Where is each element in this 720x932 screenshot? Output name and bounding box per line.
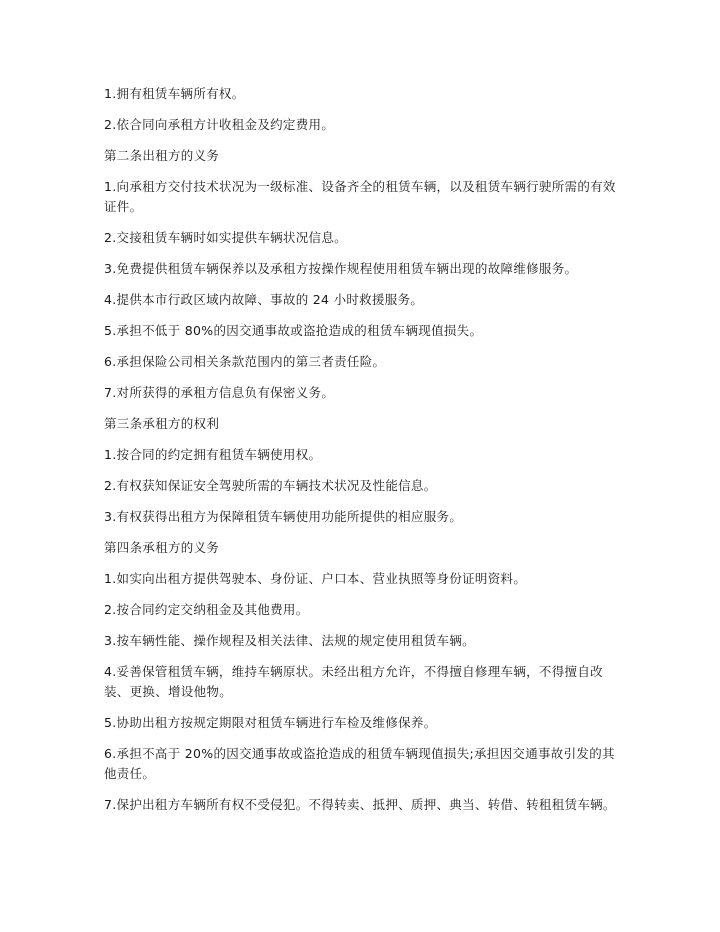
section-heading: 第二条出租方的义务 xyxy=(104,148,220,163)
clause-item: 3.免费提供租赁车辆保养以及承租方按操作规程使用租赁车辆出现的故障维修服务。 xyxy=(104,261,578,276)
clause-item: 1.如实向出租方提供驾驶本、身份证、户口本、营业执照等身份证明资料。 xyxy=(104,571,527,586)
clause-item: 1.向承租方交付技术状况为一级标准、设备齐全的租赁车辆，以及租赁车辆行驶所需的有效证件。 xyxy=(104,179,616,214)
clause-item: 7.保护出租方车辆所有权不受侵犯。不得转卖、抵押、质押、典当、转借、转租租赁车辆。 xyxy=(104,797,616,812)
clause-item: 1.按合同的约定拥有租赁车辆使用权。 xyxy=(104,447,322,462)
clause-item: 6.承担不高于 20%的因交通事故或盗抢造成的租赁车辆现值损失;承担因交通事故引发的其他责任。 xyxy=(104,746,615,781)
clause-item: 2.有权获知保证安全驾驶所需的车辆技术状况及性能信息。 xyxy=(104,478,437,493)
clause-item: 2.交接租赁车辆时如实提供车辆状况信息。 xyxy=(104,230,347,245)
section-heading: 第四条承租方的义务 xyxy=(104,540,220,555)
clause-item: 5.承担不低于 80%的因交通事故或盗抢造成的租赁车辆现值损失。 xyxy=(104,323,483,338)
clause-item: 4.妥善保管租赁车辆，维持车辆原状。未经出租方允许，不得擅自修理车辆，不得擅自改装、更换、增设他物。 xyxy=(104,664,603,699)
section-heading: 第三条承租方的权利 xyxy=(104,416,220,431)
clause-item: 3.有权获得出租方为保障租赁车辆使用功能所提供的相应服务。 xyxy=(104,509,463,524)
clause-item: 2.依合同向承租方计收租金及约定费用。 xyxy=(104,117,335,132)
document-body xyxy=(104,84,620,826)
clause-item: 2.按合同约定交纳租金及其他费用。 xyxy=(104,602,309,617)
clause-item: 1.拥有租赁车辆所有权。 xyxy=(104,86,245,101)
clause-item: 7.对所获得的承租方信息负有保密义务。 xyxy=(104,385,335,400)
clause-item: 6.承担保险公司相关条款范围内的第三者责任险。 xyxy=(104,354,386,369)
clause-item: 5.协助出租方按规定期限对租赁车辆进行车检及维修保养。 xyxy=(104,715,437,730)
clause-item: 4.提供本市行政区域内故障、事故的 24 小时救援服务。 xyxy=(104,292,424,307)
clause-item: 3.按车辆性能、操作规程及相关法律、法规的规定使用租赁车辆。 xyxy=(104,633,475,648)
